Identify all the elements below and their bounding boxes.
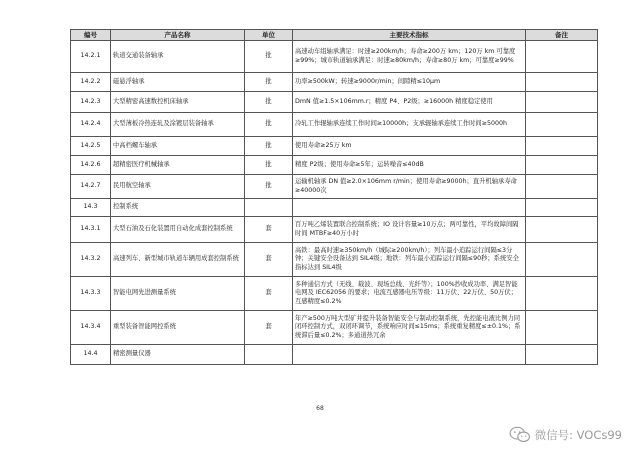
row-no: 14.2.2	[71, 73, 111, 92]
row-spec: 高速动车组轴承满足：时速≥200km/h；寿命≥200万 km；120万 km 可靠度≥99%；城市轨道轴承满足：时速≥80km/h；寿命≥80万 km；可靠度≥99%	[293, 41, 526, 73]
row-product-name: 民用航空轴承	[111, 175, 245, 199]
row-no: 14.2.5	[71, 137, 111, 156]
table-header-row	[71, 30, 598, 41]
row-note	[526, 92, 598, 113]
row-no: 14.3.4	[71, 311, 111, 345]
row-unit: 批	[245, 175, 293, 199]
row-note	[526, 41, 598, 73]
row-note	[526, 217, 598, 243]
row-note	[526, 156, 598, 175]
row-no: 14.3	[71, 199, 111, 217]
row-unit: 批	[245, 41, 293, 73]
table-row	[71, 217, 598, 243]
row-product-name: 高速列车、新型城市轨道车辆用成套控制系统	[111, 243, 245, 277]
row-no: 14.2.1	[71, 41, 111, 73]
table-row	[71, 277, 598, 311]
row-note	[526, 199, 598, 217]
row-no: 14.4	[71, 345, 111, 365]
row-product-name: 大型石油及石化装置用自动化成套控制系统	[111, 217, 245, 243]
row-spec: 年产≥500万吨大型矿井提升装备智能安全与制动控制系统，先控能电液比例力同闭环控制方式，双闭环调节，系统响应时间≤15ms；系统重复精度≤±0.1%；系统滞后量≤0.2%；多通道热冗余	[293, 311, 526, 345]
row-unit: 批	[245, 156, 293, 175]
row-spec: 百万吨乙烯装置联合控制系统；IO 设计容量≥10万点；两可靠性，平均故障间隔时间 MTBF≥40万小时	[293, 217, 526, 243]
table-row	[71, 41, 598, 73]
watermark	[509, 426, 622, 444]
row-no: 14.2.4	[71, 113, 111, 137]
table-row	[71, 156, 598, 175]
table-row	[71, 73, 598, 92]
page-number: 68	[316, 405, 324, 412]
row-unit: 套	[245, 217, 293, 243]
row-no: 14.2.3	[71, 92, 111, 113]
header-product-name: 产品名称	[111, 30, 245, 41]
row-unit	[245, 345, 293, 365]
row-spec: 冷轧工作辊轴承连续工作时间≥10000h；支承辊轴承连续工作时间≥5000h	[293, 113, 526, 137]
row-unit: 批	[245, 73, 293, 92]
row-no: 14.3.1	[71, 217, 111, 243]
header-unit: 单位	[245, 30, 293, 41]
row-note	[526, 277, 598, 311]
row-spec	[293, 345, 526, 365]
row-spec: 使用寿命≥25万 km	[293, 137, 526, 156]
table-row	[71, 137, 598, 156]
row-product-name: 轨道交通装备轴承	[111, 41, 245, 73]
row-spec: DmN 值≥1.5×106mm.r；精度 P4、P2级；≥16000h 精度稳定使用	[293, 92, 526, 113]
row-product-name: 大型精密高速数控机床轴承	[111, 92, 245, 113]
header-no: 编号	[71, 30, 111, 41]
row-product-name: 超精密医疗机械轴承	[111, 156, 245, 175]
row-note	[526, 175, 598, 199]
row-product-name: 重型装备智能网控系统	[111, 311, 245, 345]
watermark-text: 微信号: VOCs99	[534, 428, 622, 442]
row-product-name: 磁悬浮轴承	[111, 73, 245, 92]
row-product-name: 智能电网先进测量系统	[111, 277, 245, 311]
row-note	[526, 137, 598, 156]
table-row	[71, 175, 598, 199]
row-spec: 功率≥500kW；转速≥9000r/min；间隙精≤10μm	[293, 73, 526, 92]
row-unit: 批	[245, 113, 293, 137]
table-row	[71, 311, 598, 345]
row-spec: 运输机轴承 DN 值≥2.0×106mm r/min；使用寿命≥9000h；直升机轴承寿命≥40000次	[293, 175, 526, 199]
row-note	[526, 243, 598, 277]
table-row	[71, 92, 598, 113]
table-row	[71, 199, 598, 217]
row-unit: 套	[245, 243, 293, 277]
row-unit: 套	[245, 311, 293, 345]
row-note	[526, 311, 598, 345]
row-unit	[245, 199, 293, 217]
row-product-name: 中高档螺车轴承	[111, 137, 245, 156]
row-note	[526, 345, 598, 365]
row-unit: 批	[245, 137, 293, 156]
row-spec: 多种通信方式（无线、载波、现场总线、光纤等）；100%抄收成功率、满足智能电网及 IEC62056 的要求；电流互感器电压等级：11万伏、22万伏、50万伏；互感精度≤0.2%	[293, 277, 526, 311]
row-product-name: 控制系统	[111, 199, 245, 217]
row-note	[526, 73, 598, 92]
row-no: 14.3.2	[71, 243, 111, 277]
row-product-name: 精密测量仪器	[111, 345, 245, 365]
row-unit: 套	[245, 277, 293, 311]
row-product-name: 大型薄板冷热连轧及涂镀层装备轴承	[111, 113, 245, 137]
row-spec	[293, 199, 526, 217]
row-spec: 高铁：最高时速≥350km/h（城际≥200km/h）；列车最小追踪运行间隔≤3分钟；关键安全设备达到 SIL4级；地铁：列车最小追踪运行间隔≤90秒；系统安全指标达到 SIL4级	[293, 243, 526, 277]
row-no: 14.2.7	[71, 175, 111, 199]
row-no: 14.3.3	[71, 277, 111, 311]
table-row	[71, 345, 598, 365]
header-spec: 主要技术指标	[293, 30, 526, 41]
row-note	[526, 113, 598, 137]
row-unit: 批	[245, 92, 293, 113]
row-no: 14.2.6	[71, 156, 111, 175]
row-spec: 精度 P2级；使用寿命≥5年；运转噪音≤40dB	[293, 156, 526, 175]
product-spec-table	[70, 29, 598, 365]
wechat-icon	[509, 426, 531, 444]
table-row	[71, 243, 598, 277]
header-note: 备注	[526, 30, 598, 41]
table-row	[71, 113, 598, 137]
